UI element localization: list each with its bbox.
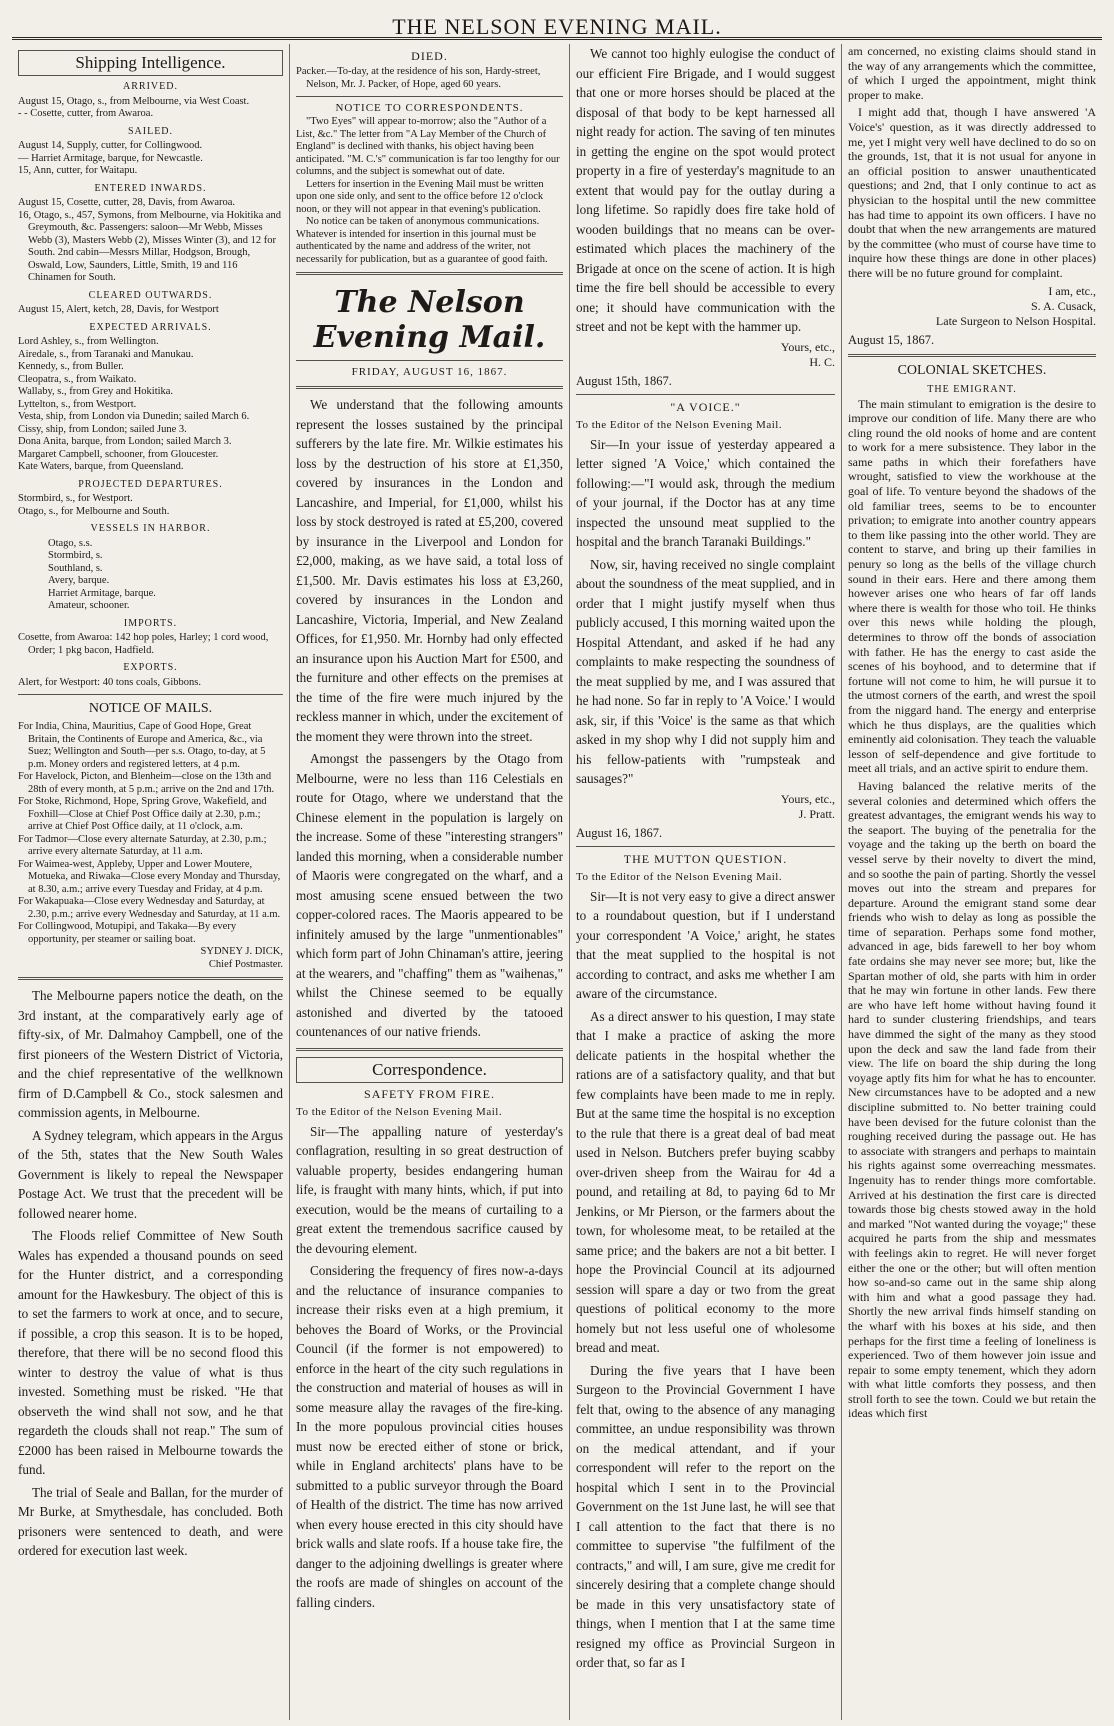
- letter-paragraph: During the five years that I have been Surgeon to the Provincial Government I have felt that, owing to the absence of any managing committee, an undue responsibility was thrown on the medical attendant, and if your correspondent will refer to the report on the hospital which I sent in to the Provincial Government on the 1st June last, he will see that I call attention to the fact that there is no committee to supervise "the fulfilment of the contracts," and will, I am sure, give me credit for sincerely desiring that a complete change should be made in this very unsatisfactory state of things, when I mention that I at the same time resigned my office as Provincial Surgeon in order that, so far as I: [576, 1362, 835, 1670]
- letter-paragraph: Considering the frequency of fires now-a-days and the reluctance of insurance companies to increase their risks even at a high premium, it behoves the Board of Works, or the Provincial Council (if the former is not empowered) to enforce in the heart of the city such regulations in the construction and material of houses as will in some measure allay the ravages of the fire-king. In the more populous provincial cities houses must now be erected either of stone or brick, while in England architects' plans have to be submitted to a public surveyor through the Board of Health of the district. The time has now arrived when every house erected in this city should have brick walls and slate roofs. If a house take fire, the danger to the adjoining dwellings is greater where the roofs are made of shingles on account of the falling cinders.: [296, 1263, 563, 1610]
- shipping-entry: 16, Otago, s., 457, Symons, from Melbourne, via Hokitika and Greymouth, &c. Passengers: saloon—Mr Webb, Misses Webb (3), Masters Webb (2), Misses Winter (3), and 12 for South. 2nd cabin—Messrs Millar, Hodgson, Brough, Oswald, Low, Saunders, Little, Smith, 19 and 116 Chinamen for South.: [18, 209, 282, 283]
- cleared-heading: CLEARED OUTWARDS.: [88, 289, 213, 301]
- editorial: [296, 395, 563, 1042]
- shipping-entry: Margaret Campbell, schooner, from Gloucester.: [18, 448, 219, 460]
- letter-paragraph: I might add that, though I have answered 'A Voice's' question, as it was directly addressed to me, yet I might very well have declined to do so on the grounds, 1st, that it is not usual for anyone in an official position to answer unauthenticated questions; and 2nd, that I only continue to act as physician to the hospital until the new committee has had time to appoint its own officers. I have no doubt that when the new arrangements are matured by the committee (who must of course have time to inquire how these things are done in other places) there will be no future ground for complaint.: [848, 105, 1096, 280]
- exports-heading: EXPORTS.: [123, 662, 178, 673]
- shipping-entry: - - Cosette, cutter, from Awaroa.: [18, 108, 154, 119]
- shipping-entry: Amateur, schooner.: [48, 600, 130, 611]
- letter-paragraph: Now, sir, having received no single complaint about the soundness of the meat supplied, and in order that I might justify myself when thus publicly accused, I this morning waited upon the Hospital Attendant, and asked if he had any complaints to make respecting the soundness of the meat supplied by me, and I was assured that he had none. So far in reply to 'A Voice.' I would ask, sir, if this 'Voice' is the same as that which asked in my shop why I did not supply him and his fellow-patients with "rumpsteak and sausages?": [576, 556, 835, 786]
- shipping-entry: Otago, s., for Melbourne and South.: [18, 505, 170, 517]
- died-notice: [296, 66, 563, 91]
- mutton-addressee: To the Editor of the Nelson Evening Mail.: [576, 870, 783, 883]
- entered-heading: ENTERED INWARDS.: [94, 182, 207, 194]
- shipping-entry: Harriet Armitage, barque.: [48, 587, 156, 599]
- divider: [576, 846, 835, 847]
- shipping-entry: August 15, Alert, ketch, 28, Davis, for Westport: [18, 304, 219, 315]
- shipping-entry: Stormbird, s., for Westport.: [18, 493, 133, 504]
- divider: [18, 694, 283, 695]
- news-paragraph: The Melbourne papers notice the death, on the 3rd instant, at the comparatively early age of fifty-six, of Mr. Dalmahoy Campbell, one of the first pioneers of the Western District of Victoria, and the chief representative of the wellknown firm of D.Campbell & Co., stock salesmen and commission agents, in Melbourne.: [18, 988, 283, 1120]
- shipping-entry: Airedale, s., from Taranaki and Manukau.: [18, 348, 194, 360]
- postmaster-name: SYDNEY J. DICK,: [200, 946, 283, 957]
- letter-signature: H. C.: [809, 354, 835, 369]
- letter-paragraph: As a direct answer to his question, I may state that I make a practice of asking the more delicate patients in the hospital whether the rations are of a satisfactory quality, and that but few complaints have been made to me in reply. But at the same time the hospital is no exception to the rule that there is a great deal of bad meat used in Nelson. Butchers prefer buying scabby over-driven sheep from the Wairau for 4d a pound, and retailing at 8d, to paying 6d to Mr Jenkins, or Mr Pierson, or the farmers about the town, for wholesome meat, to be retailed at the same price; and the bakers are not a bit better. I hope the Provincial Council at its adjourned session will spare a day or two from the great questions of political economy to the more homely but not less useful one of wholesome bread and meat.: [576, 1008, 835, 1355]
- shipping-entry: Wallaby, s., from Grey and Hokitika.: [18, 386, 174, 397]
- shipping-entry: Otago, s.s.: [48, 537, 93, 549]
- voice-addressee: To the Editor of the Nelson Evening Mail.: [576, 418, 783, 431]
- shipping-entry: Avery, barque.: [48, 575, 110, 586]
- letter-paragraph: Sir—The appalling nature of yesterday's conflagration, resulting in so great destruction of valuable property, besides endangering human life, is fraught with many hints, which, if put into execution, would be the means of curtailing to a great extent the tremendous sacrifice caused by the devouring element.: [296, 1123, 563, 1256]
- letter-paragraph: am concerned, no existing claims should stand in the way of any arrangements which the committee, of which I urged the appointment, might think proper to make.: [848, 44, 1096, 102]
- shipping-entry: — Harriet Armitage, barque, for Newcastle.: [18, 152, 203, 164]
- letter-date: August 16, 1867.: [576, 825, 663, 840]
- signature-title: Late Surgeon to Nelson Hospital.: [935, 313, 1096, 328]
- divider: [296, 386, 563, 389]
- divider: [296, 272, 563, 275]
- letter-signature: J. Pratt.: [798, 806, 835, 821]
- mail-entry: For Tadmor—Close every alternate Saturday, at 2.30, p.m.; arrive every alternate Saturday, at 11 a.m.: [18, 833, 267, 857]
- letter-paragraph: Sir—It is not very easy to give a direct answer to a roundabout question, but if I understand your correspondent 'A Voice,' aright, he states that the meat supplied to the hospital is not according to contract, and asks me whether I am aware of the circumstance.: [576, 888, 835, 1001]
- column-2: [290, 44, 570, 1720]
- shipping-entry: Southland, s.: [48, 562, 103, 574]
- mutton-letter-continued: [848, 44, 1096, 281]
- sketches-article: [848, 397, 1096, 1422]
- columns: [12, 44, 1102, 1720]
- safety-heading: SAFETY FROM FIRE.: [364, 1086, 495, 1101]
- mail-entry: For Collingwood, Motupipi, and Takaka—By every opportunity, per steamer or sailing boat.: [18, 921, 237, 945]
- letter-paragraph: We cannot too highly eulogise the conduct of our efficient Fire Brigade, and I would suggest that one or more horses should be placed at the disposal of that body to be kept harnessed all night ready for action. The saving of ten minutes in getting the engine on the spot would protect property in a fire of yesterday's magnitude to an extent that would pay for the outlay during a long lifetime. So rapidly does fire take hold of wooden buildings that no means can be over-estimated which places the machinery of the Brigade at once on the scene of action. It is high time the fire bell should be accessible to every one; it should have communication with the street and not be kept with the hammer up.: [576, 46, 835, 334]
- letter-close: I am, etc.,: [1048, 283, 1096, 298]
- died-heading: DIED.: [411, 49, 448, 63]
- postmaster-title: Chief Postmaster.: [208, 958, 283, 970]
- mutton-heading: THE MUTTON QUESTION.: [623, 851, 788, 866]
- column-1: [12, 44, 290, 1720]
- shipping-entry: Cleopatra, s., from Waikato.: [18, 373, 137, 385]
- mails-title: NOTICE OF MAILS.: [88, 701, 213, 716]
- column-4: [842, 44, 1102, 1720]
- notice-heading: NOTICE TO CORRESPONDENTS.: [335, 102, 524, 114]
- shipping-entry: August 15, Cosette, cutter, 28, Davis, from Awaroa.: [18, 197, 236, 208]
- notice-paragraph: "Two Eyes" will appear to-morrow; also the "Author of a List, &c." The letter from "A Lay Member of the Church of England" is declined with thanks, his object having been anticipated. "M. C.'s" communication is far too lengthy for our columns, and the subject is somewhat out of date.: [296, 116, 560, 177]
- voice-heading: "A VOICE.": [670, 399, 741, 414]
- letter-date: August 15th, 1867.: [576, 373, 672, 388]
- sailed-heading: SAILED.: [127, 125, 174, 137]
- news-paragraph: A Sydney telegram, which appears in the Argus of the 5th, states that the New South Wales Government is likely to repeal the Newspaper Postage Act. We trust that the precedent will be followed nearer home.: [18, 1127, 283, 1221]
- shipping-entry: August 14, Supply, cutter, for Collingwood.: [18, 140, 203, 151]
- shipping-entry: 15, Ann, cutter, for Waitapu.: [18, 165, 138, 176]
- divider: [296, 96, 563, 97]
- divider: [18, 977, 283, 980]
- mail-entry: For Havelock, Picton, and Blenheim—close on the 13th and 28th of every month, at 5 p.m.; arrive on the 2nd and 17th.: [18, 771, 275, 795]
- letter-close: Yours, etc.,: [780, 339, 835, 354]
- expected-heading: EXPECTED ARRIVALS.: [89, 321, 212, 333]
- imports-heading: IMPORTS.: [123, 617, 178, 629]
- mail-entry: For India, China, Mauritius, Cape of Good Hope, Great Britain, the Continents of Europe and America, &c., via Suez; Wellington and South—per s.s. Otago, to-day, at 5 p.m. Money orders and registered letters, at 4 p.m.: [18, 721, 266, 770]
- projected-heading: PROJECTED DEPARTURES.: [78, 478, 223, 490]
- notice-to-correspondents: [296, 116, 563, 266]
- arrived-heading: ARRIVED.: [123, 81, 178, 92]
- news-paragraph: The trial of Seale and Ballan, for the murder of Mr Burke, at Smythesdale, has concluded. Both prisoners were sentenced to death, and were ordered for execution last week.: [18, 1484, 283, 1558]
- safety-letter: [296, 1122, 563, 1613]
- divider: [296, 1048, 563, 1051]
- shipping-entry: Cosette, from Awaroa: 142 hop poles, Harley; 1 cord wood, Order; 1 pkg bacon, Hadfield.: [18, 632, 269, 656]
- editorial-paragraph: Amongst the passengers by the Otago from Melbourne, were no less than 116 Celestials en route for Otago, where we understand that the Chinese element in the population is largely on the increase. Some of these "interesting strangers" landed this morning, when a considerable number of Maoris were congregated on the wharf, and a most amusing scene ensued between the two copper-colored races. The Maoris appeared to be infinitely amused by the large "unmentionables" which form part of John Chinaman's attire, jeering at the wearers, and "chaffing" them as "waihenas," whilst the Chinese seemed to be equally astonished and diverted by the tatooed countenances of our native friends.: [296, 751, 563, 1039]
- mail-entry: For Stoke, Richmond, Hope, Spring Grove, Wakefield, and Foxhill—Close at Chief Post Office daily at 2.30, p.m.; arrive at Chief Post Office daily, at 11 o'clock, a.m.: [18, 796, 267, 832]
- sketches-subtitle: THE EMIGRANT.: [927, 383, 1017, 395]
- shipping-entry: Lord Ashley, s., from Wellington.: [18, 336, 159, 347]
- fire-letter-continued: [576, 44, 835, 337]
- shipping-entry: Kennedy, s., from Buller.: [18, 361, 124, 372]
- letter-date: August 15, 1867.: [848, 332, 935, 347]
- editorial-paragraph: We understand that the following amounts represent the losses sustained by the principal sufferers by the late fire. Mr. Wilkie estimates his loss by the destruction of his store at £1,350, covered by insurances in the London and Lancashire, and Imperial, for £1,000, whilst his loss by stock destroyed is rated at £5,200, covered by insurance in the Liverpool and London for £2,000, making, as we have said, a total loss of £1,500. Mr. Davis estimates his loss at £3,260, covered by insurances in the London and Lancashire, Victoria, Imperial, and New Zealand Offices, for £1,950. Mr. Hornby had only effected an insurance upon his Auction Mart for £500, and the furniture and other effects on the premises at the time of the fire were much injured by the reckless manner in which, under the excitement of the moment they were thrown into the street.: [296, 397, 563, 744]
- divider: [296, 360, 563, 361]
- shipping-entry: Alert, for Westport: 40 tons coals, Gibbons.: [18, 676, 201, 688]
- shipping-entry: Lyttelton, s., from Westport.: [18, 398, 137, 410]
- shipping-title: Shipping Intelligence.: [18, 50, 283, 76]
- shipping-entry: Dona Anita, barque, from London; sailed March 3.: [18, 436, 232, 447]
- letter-paragraph: Sir—In your issue of yesterday appeared a letter signed 'A Voice,' which contained the following:—"I would ask, through the medium of your journal, if the Doctor has at any time inspected the unsound meat supplied to the hospital and the branch Taranaki Buildings.": [576, 436, 835, 549]
- divider: [848, 354, 1096, 357]
- divider: [576, 394, 835, 395]
- shipping-entry: Vesta, ship, from London via Dunedin; sailed March 6.: [18, 411, 250, 422]
- notice-paragraph: No notice can be taken of anonymous communications. Whatever is intended for insertion in this journal must be authenticated by the name and address of the writer, not necessarily for publication, but as a guarantee of good faith.: [296, 216, 548, 265]
- article-paragraph: The main stimulant to emigration is the desire to improve our condition of life. Many there are who cling round the old nooks of home and are content to work for a mere subsistence. They labor in the same paths in which their forefathers have wrought, satisfied to view the workhouse at the goal of life. To venture beyond the shadows of the old familiar trees, seems to be to encounter privation; to emigrate into another country appears to them like passing into the other world. They are content to starve, and bring up their families in penury so long as the bells of the village church sound in their ears. Here and there among them however arises one who hears of far off lands where there is wealth for those who toil. He thinks over this news while holding the plough, determines to throw off the bonds of association with father. He has the energy to cast aside the scenes of his boyhood, and to determine that if fortune will not come to him, he will pursue it to the utmost corners of the earth, and wrest the spoil from the niggard hand. The energy and enterprise which he thus displays, are the qualities which eminently aid colonisation. They teach the valuable lesson of self-dependence and give fortitude to meet all trials, and an active spirit to endure them.: [848, 396, 1096, 776]
- news-paragraph: The Floods relief Committee of New South Wales has expended a thousand pounds on seed for the Hunter district, and a corresponding amount for the Hawkesbury. The object of this is to set the farmers to work at once, and to secure, if possible, a crop this season. It is to be hoped, therefore, that there will be no second flood this winter to destroy the value of what is thus invested. Something must be risked. "He that observeth the wind shall not sow, and he that regardeth the clouds shall not reap." The sum of £2000 has been raised in Melbourne towards the fund.: [18, 1228, 283, 1477]
- mutton-letter: [576, 887, 835, 1673]
- mail-entry: For Wakapuaka—Close every Wednesday and Saturday, at 2.30, p.m.; arrive every Wednesday and Saturday, at 11 a.m.: [18, 896, 281, 920]
- safety-addressee: To the Editor of the Nelson Evening Mail.: [296, 1105, 503, 1118]
- notice-paragraph: Letters for insertion in the Evening Mail must be written upon one side only, and sent to the office before 12 o'clock noon, or they will not appear in that evening's publication.: [296, 178, 544, 215]
- shipping-entry: Kate Waters, barque, from Queensland.: [18, 461, 184, 472]
- shipping-entry: Cissy, ship, from London; sailed June 3.: [18, 423, 187, 435]
- sketches-title: COLONIAL SKETCHES.: [897, 362, 1047, 378]
- mail-entry: For Waimea-west, Appleby, Upper and Lower Moutere, Motueka, and Riwaka—Close every Monday and Thursday, at 8.30, a.m.; arrive every Tuesday and Friday, at 4 p.m.: [18, 858, 281, 895]
- article-paragraph: Having balanced the relative merits of the several colonies and determined which offers the greatest advantages, the emigrant wends his way to the seaport. The buying of the penetralia for the voyage and the taking up the berth on board the vessel serve by their novelty to divert the mind, and so soothe the pain of parting. Shortly the vessel moves out into the stream and prepares for departure. Around the emigrant stand some dear friends who wish to delay as long as possible the time of separation. Perhaps some fond mother, advanced in age, bids farewell to her boy whom fate ordains she may never see more; but, like the Spartan mother of old, she parts with him in order that he may win fortune in other lands. Few there are who have left home without having found it hard to sunder clustering friendships, and tears have dimmed the sight of the many as they stood upon the deck and saw the land fade from their view. The life on board the ship during the long voyage aptly fits him for what he has to encounter. New circumstances have to be adopted and a new discipline submitted to. No better training could have been devised for the future colonist than the roughing received during the passage out. He has to associate with strangers and perhaps to maintain his rights against some overreaching messmates. Ingenuity has to render things more comfortable. Arrived at his destination the first care is directed towards those big chests stowed away in the hold and marked "Not wanted during the voyage;" these acquired he parts from the ship and messmates with feelings akin to regret. He will never forget either the one or the other; but will often mention how so-and-so came out in the same ship along with him and what a good passage they had. Shortly the new arrival finds himself standing on the wharf with his boxes at his side, and then perhaps for the first time a feeling of loneliness is experienced. Two of them however join issue and repair to some empty tenement, which they adorn with what little comforts they possess, and then stroll forth to see the town. Could we but retain the ideas which first: [848, 778, 1096, 1421]
- correspondence-title: Correspondence.: [296, 1057, 563, 1083]
- news-paragraphs: [18, 986, 283, 1561]
- mails-section: [18, 721, 283, 971]
- column-3: [570, 44, 842, 1720]
- shipping-entry: August 15, Otago, s., from Melbourne, via West Coast.: [18, 95, 250, 107]
- vessels-heading: VESSELS IN HARBOR.: [90, 523, 211, 534]
- letter-signature: S. A. Cusack,: [1030, 298, 1096, 313]
- dateline: FRIDAY, AUGUST 16, 1867.: [351, 366, 508, 378]
- voice-letter: [576, 435, 835, 789]
- letter-close: Yours, etc.,: [780, 791, 835, 806]
- shipping-section: [18, 81, 283, 689]
- masthead: THE NELSON EVENING MAIL.: [12, 0, 1102, 40]
- nameplate: The Nelson Evening Mail.: [313, 285, 546, 355]
- died-entry: Packer.—To-day, at the residence of his son, Hardy-street, Nelson, Mr. J. Packer, of Hope, aged 60 years.: [296, 66, 541, 90]
- shipping-entry: Stormbird, s.: [48, 550, 103, 561]
